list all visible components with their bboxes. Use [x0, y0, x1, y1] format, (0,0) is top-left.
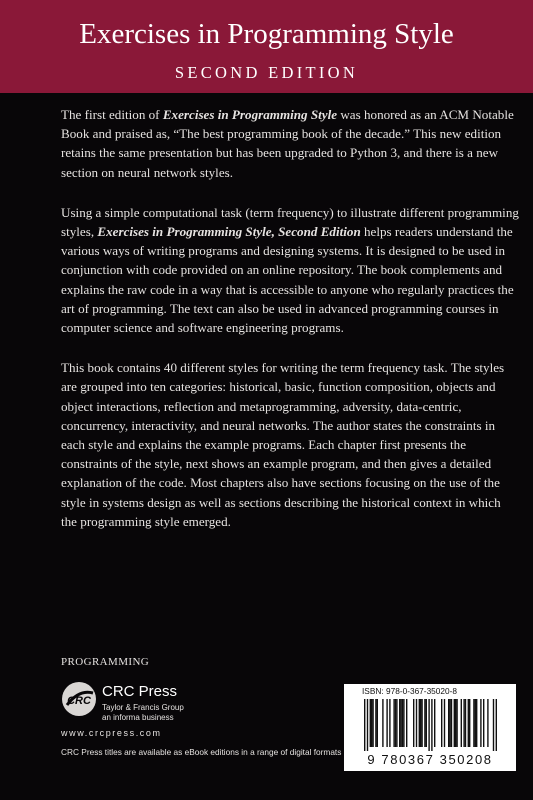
- barcode-bar: [468, 699, 469, 747]
- barcode-bar: [480, 699, 481, 747]
- ebook-note: CRC Press titles are available as eBook editions in a range of digital formats: [61, 747, 342, 757]
- barcode-bar: [441, 699, 442, 747]
- barcode-bar: [421, 699, 422, 747]
- barcode-bar: [469, 699, 470, 747]
- barcode-graphic: [354, 699, 506, 751]
- barcode-bar: [424, 699, 425, 747]
- barcode-bar: [416, 699, 417, 747]
- barcode-bar: [399, 699, 400, 747]
- barcode-bar: [475, 699, 476, 747]
- barcode-bar: [473, 699, 474, 747]
- barcode-bar: [377, 699, 378, 747]
- barcode-bar: [393, 699, 394, 747]
- paragraph-run: was honored as an ACM Notable Book and praised as, “The best programming book of the decade.” This new edition retains the same presentation but has been upgraded to Python 3, and there is a new section on neural network styles.: [61, 107, 514, 180]
- crc-logo-text: CRC: [67, 695, 91, 707]
- barcode-bar: [402, 699, 403, 747]
- barcode-bar: [476, 699, 477, 747]
- crc-logo-icon: [61, 681, 97, 717]
- publisher-website: www.crcpress.com: [61, 728, 162, 738]
- barcode-bar: [434, 699, 435, 747]
- barcode-bar: [428, 699, 429, 751]
- emphasized-title: Exercises in Programming Style: [162, 107, 338, 122]
- barcode-bar: [403, 699, 404, 747]
- barcode-bar: [372, 699, 373, 747]
- blurb-paragraph: [61, 105, 519, 182]
- barcode-bar: [448, 699, 449, 747]
- barcode-bar: [371, 699, 372, 747]
- barcode-bar: [454, 699, 455, 747]
- barcode-bar: [455, 699, 456, 747]
- barcode-bar: [449, 699, 450, 747]
- barcode-bar: [382, 699, 383, 747]
- barcode-bar: [463, 699, 464, 747]
- edition-label: SECOND EDITION: [174, 63, 359, 82]
- barcode-bar: [364, 699, 365, 751]
- barcode-bar: [456, 699, 457, 747]
- publisher-group: Taylor & Francis Group: [102, 703, 184, 712]
- blurb-paragraph: [61, 358, 519, 531]
- barcode-bar: [367, 699, 368, 751]
- barcode-bar: [465, 699, 466, 747]
- barcode-bar: [426, 699, 427, 747]
- barcode-bar: [400, 699, 401, 747]
- barcode-bar: [451, 699, 452, 747]
- barcode-bar: [493, 699, 494, 751]
- publisher-name: CRC Press: [102, 683, 178, 700]
- barcode-bar: [487, 699, 488, 747]
- barcode-bar: [389, 699, 390, 747]
- book-title: Exercises in Programming Style: [79, 18, 454, 50]
- barcode-bar: [395, 699, 396, 747]
- blurb-text: [61, 105, 519, 552]
- barcode-bar: [444, 699, 445, 747]
- barcode-number: 9 780367 350208: [367, 752, 493, 767]
- paragraph-run: Using a simple computational task (term frequency) to illustrate different programming styles,: [61, 204, 519, 240]
- publisher-tagline: an informa business: [102, 713, 174, 722]
- barcode-bar: [496, 699, 497, 751]
- paragraph-run: This book contains 40 different styles for writing the term frequency task. The styles are grouped into ten categories: historical, basic, function composition, objects and object interactions, reflection and metaprogramming, adversity, data-centric, concurrency, interactivity, and neural networks. The author states the constraints in each style and explains the example programs. Each chapter first presents the constraints of the style, next shows an example program, and then gives a detailed explanation of the code. Most chapters also have sections focusing on the use of the style in systems design as well as sections describing the historical context in which the programming style emerged.: [61, 360, 505, 529]
- barcode-bar: [370, 699, 371, 747]
- emphasized-title: Exercises in Programming Style, Second Edition: [97, 224, 361, 240]
- barcode-bar: [461, 699, 462, 747]
- barcode-bar: [386, 699, 387, 747]
- barcode-bar: [375, 699, 376, 747]
- blurb-paragraph: [61, 203, 519, 337]
- barcode-bar: [420, 699, 421, 747]
- paragraph-run: The first edition of: [61, 107, 163, 122]
- barcode-bar: [413, 699, 414, 747]
- paragraph-run: helps readers understand the various ways of writing programs and designing systems. It is designed to be used in conjunction with code provided on an online repository. The book complements and explains the raw code in a way that is accessible to anyone who regularly practices the art of programming. The text can also be used in advanced programming courses in computer science and software engineering programs.: [61, 224, 514, 336]
- barcode-bar: [396, 699, 397, 747]
- barcode-bar: [431, 699, 432, 751]
- barcode-bar: [419, 699, 420, 747]
- barcode-bar: [406, 699, 407, 747]
- barcode-panel: [344, 684, 516, 771]
- isbn-label: ISBN: 978-0-367-35020-8: [362, 686, 458, 696]
- title-banner: [0, 0, 533, 93]
- barcode-bar: [483, 699, 484, 747]
- category-label: PROGRAMMING: [61, 656, 150, 668]
